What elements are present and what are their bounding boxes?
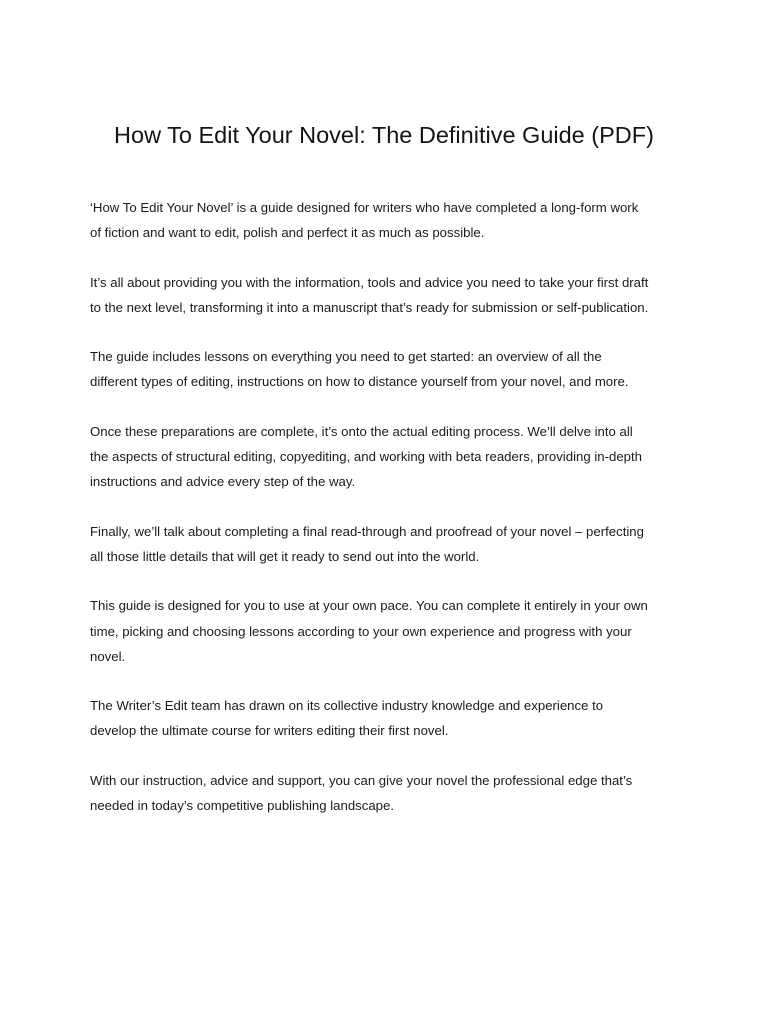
paragraph-line: time, picking and choosing lessons according to your own experience and progress with your: [90, 623, 632, 639]
document-body: [90, 195, 690, 842]
paragraph-line: novel.: [90, 648, 126, 664]
paragraph-lessons: [90, 344, 690, 395]
paragraph-line: to the next level, transforming it into a manuscript that’s ready for submission or self-publication.: [90, 299, 649, 315]
paragraph-line: This guide is designed for you to use at your own pace. You can complete it entirely in your own: [90, 598, 648, 614]
paragraph-line: Finally, we’ll talk about completing a final read-through and proofread of your novel – perfecting: [90, 523, 644, 539]
paragraph-team: [90, 693, 690, 744]
paragraph-proofread: [90, 519, 690, 570]
paragraph-line: needed in today’s competitive publishing landscape.: [90, 798, 395, 814]
paragraph-line: different types of editing, instructions on how to distance yourself from your novel, and more.: [90, 374, 629, 390]
paragraph-line: develop the ultimate course for writers editing their first novel.: [90, 723, 449, 739]
paragraph-line: of fiction and want to edit, polish and perfect it as much as possible.: [90, 225, 485, 241]
paragraph-editing-process: [90, 419, 690, 495]
paragraph-line: instructions and advice every step of the way.: [90, 474, 356, 490]
paragraph-pace: [90, 593, 690, 669]
paragraph-line: ‘How To Edit Your Novel’ is a guide designed for writers who have completed a long-form work: [90, 200, 639, 215]
paragraph-line: the aspects of structural editing, copyediting, and working with beta readers, providing in-depth: [90, 449, 642, 465]
paragraph-intro: [90, 195, 690, 246]
paragraph-line: The Writer’s Edit team has drawn on its collective industry knowledge and experience to: [90, 698, 604, 714]
paragraph-line: all those little details that will get it ready to send out into the world.: [90, 548, 480, 564]
paragraph-line: With our instruction, advice and support, you can give your novel the professional edge that’s: [90, 772, 633, 788]
document-title: How To Edit Your Novel: The Definitive Guide (PDF): [114, 122, 654, 148]
paragraph-line: The guide includes lessons on everything you need to get started: an overview of all the: [90, 349, 602, 365]
paragraph-closing: [90, 768, 690, 819]
paragraph-purpose: [90, 270, 690, 321]
paragraph-line: Once these preparations are complete, it’s onto the actual editing process. We’ll delve into all: [90, 423, 633, 439]
paragraph-line: It’s all about providing you with the information, tools and advice you need to take your first draft: [90, 274, 649, 290]
